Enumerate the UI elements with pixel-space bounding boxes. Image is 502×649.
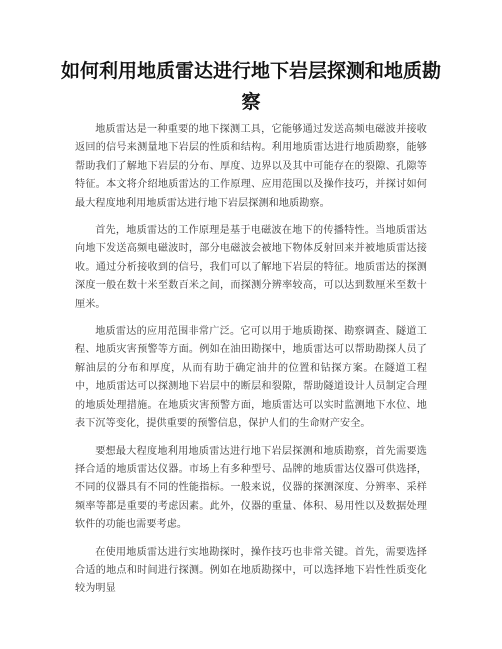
document-body: [75, 121, 427, 608]
paragraph-principle: 首先，地质雷达的工作原理是基于电磁波在地下的传播特性。当地质雷达向地下发送高频电磁波时，部分电磁波会被地下物体反射回来并被地质雷达接收。通过分析接收到的信号，我们可以了解地下岩层的特征。地质雷达的探测深度一般在数十米至数百米之间，而探测分辨率较高，可以达到数厘米至数十厘米。: [75, 225, 427, 310]
paragraph-field-operation: 在使用地质雷达进行实地勘探时，操作技巧也非常关键。首先，需要选择合适的地点和时间进行探测。例如在地质勘探中，可以选择地下岩性性质变化较为明显: [75, 546, 427, 595]
paragraph-instrument-selection: 要想最大程度地利用地质雷达进行地下岩层探测和地质勘察，首先需要选择合适的地质雷达仪器。市场上有多种型号、品牌的地质雷达仪器可供选择，不同的仪器具有不同的性能指标。一般来说，仪器的探测深度、分辨率、采样频率等都是重要的考虑因素。此外，仪器的重量、体积、易用性以及数据处理软件的功能也需要考虑。: [75, 445, 427, 531]
paragraph-applications: 地质雷达的应用范围非常广泛。它可以用于地质勘探、勘察调查、隧道工程、地质灾害预警等方面。例如在油田勘探中，地质雷达可以帮助勘探人员了解油层的分布和厚度，从而有助于确定油井的位置和钻探方案。在隧道工程中，地质雷达可以探测地下岩层中的断层和裂隙，帮助隧道设计人员制定合理的地质处理措施。在地质灾害预警方面，地质雷达可以实时监测地下水位、地表下沉等变化，提供重要的预警信息，保护人们的生命财产安全。: [75, 326, 427, 430]
paragraph-intro: 地质雷达是一种重要的地下探测工具，它能够通过发送高频电磁波并接收返回的信号来测量地下岩层的性质和结构。利用地质雷达进行地质勘察，能够帮助我们了解地下岩层的分布、厚度、边界以及其中可能存在的裂隙、孔隙等特征。本文将介绍地质雷达的工作原理、应用范围以及操作技巧，并探讨如何最大程度地利用地质雷达进行地下岩层探测和地质勘察。: [75, 124, 427, 209]
document-title: 如何利用地质雷达进行地下岩层探测和地质勘察: [60, 60, 441, 113]
